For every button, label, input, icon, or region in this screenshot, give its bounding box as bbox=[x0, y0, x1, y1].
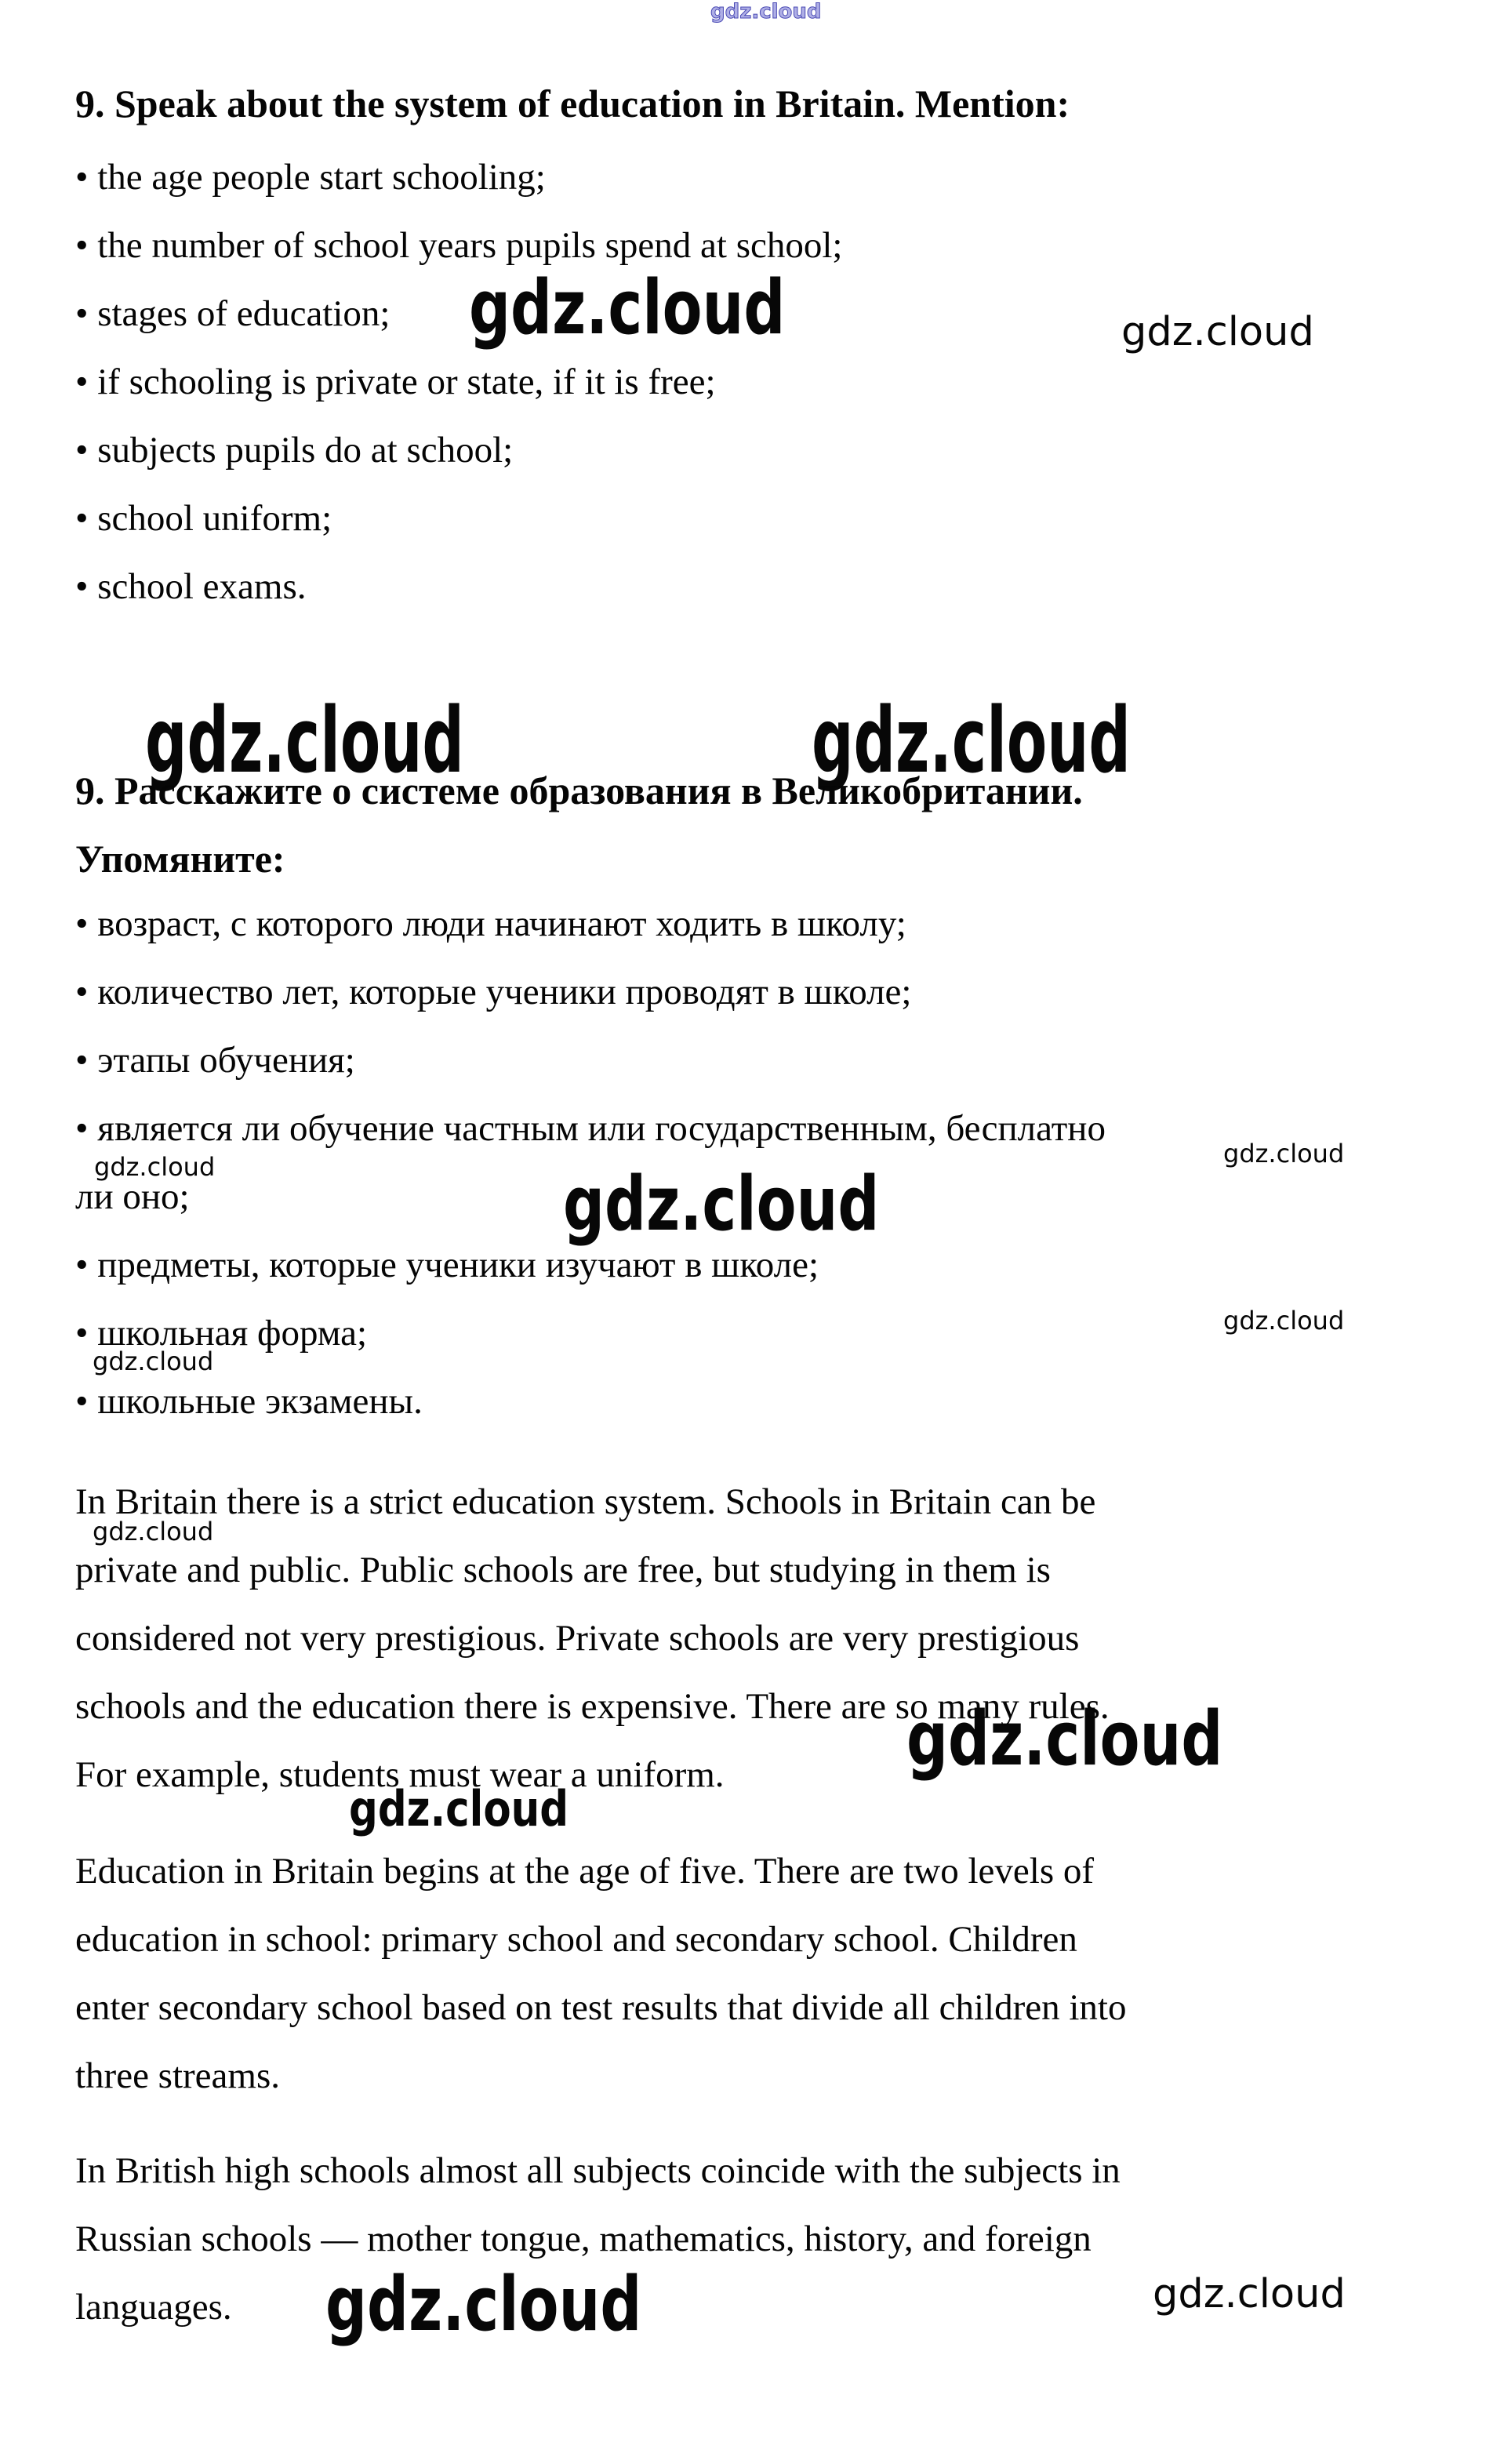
gdz-cloud-watermark-small: gdz.cloud bbox=[93, 1346, 214, 1376]
gdz-cloud-watermark-small: gdz.cloud bbox=[93, 1517, 214, 1546]
paragraph-line: For example, students must wear a uniform. bbox=[75, 1754, 725, 1795]
answer-paragraph-2 bbox=[75, 1837, 1126, 2110]
gdz-cloud-watermark-small: gdz.cloud bbox=[94, 1152, 216, 1182]
bullet-item: • school uniform; bbox=[75, 498, 332, 539]
gdz-cloud-watermark-large-center: gdz.cloud bbox=[563, 1161, 880, 1248]
bullet-item: • the number of school years pupils spend at school; bbox=[75, 225, 843, 266]
bullet-item: • school exams. bbox=[75, 566, 307, 607]
gdz-cloud-watermark-large-bottom: gdz.cloud bbox=[325, 2262, 642, 2348]
paragraph-line: languages. bbox=[75, 2287, 232, 2328]
gdz-cloud-watermark-medium-bold: gdz.cloud bbox=[349, 1780, 569, 1837]
bullet-item: • является ли обучение частным или государственным, бесплатно bbox=[75, 1108, 1106, 1149]
task-bullets-russian bbox=[75, 890, 1106, 1436]
paragraph-line: considered not very prestigious. Private schools are very prestigious bbox=[75, 1618, 1080, 1659]
gdz-cloud-watermark-medium-bottom: gdz.cloud bbox=[1153, 2271, 1346, 2317]
paragraph-line: three streams. bbox=[75, 2055, 281, 2096]
task-bullets-english bbox=[75, 144, 842, 621]
answer-paragraph-3 bbox=[75, 2137, 1121, 2348]
bullet-item: • subjects pupils do at school; bbox=[75, 430, 514, 471]
bullet-item: • возраст, с которого люди начинают ходить в школу; bbox=[75, 903, 906, 944]
bullet-item-continuation: ли оно; bbox=[75, 1176, 190, 1217]
paragraph-line: private and public. Public schools are free, but studying in them is bbox=[75, 1550, 1051, 1590]
gdz-cloud-watermark-tall-right: gdz.cloud bbox=[812, 689, 1131, 794]
task-heading-russian-text: 9. Расскажите о системе образования в Великобритании. bbox=[75, 769, 1083, 812]
bullet-item: • предметы, которые ученики изучают в школе; bbox=[75, 1245, 819, 1285]
task-heading-russian bbox=[75, 757, 1083, 893]
bullet-item: • количество лет, которые ученики проводят в школе; bbox=[75, 972, 912, 1012]
paragraph-line: Russian schools — mother tongue, mathematics, history, and foreign bbox=[75, 2219, 1092, 2259]
paragraph-line: In Britain there is a strict education system. Schools in Britain can be bbox=[75, 1481, 1096, 1522]
gdz-cloud-watermark-medium: gdz.cloud bbox=[1121, 309, 1314, 355]
task-heading-english bbox=[75, 70, 1070, 138]
bullet-item: • the age people start schooling; bbox=[75, 157, 546, 198]
bullet-item: • школьные экзамены. bbox=[75, 1381, 423, 1422]
paragraph-line: enter secondary school based on test results that divide all children into bbox=[75, 1987, 1127, 2028]
bullet-item: • школьная форма; bbox=[75, 1313, 368, 1354]
bullet-item: • if schooling is private or state, if it is free; bbox=[75, 362, 716, 402]
gdz-cloud-watermark-large: gdz.cloud bbox=[469, 265, 786, 351]
paragraph-line: Education in Britain begins at the age of five. There are two levels of bbox=[75, 1851, 1095, 1892]
gdz-cloud-watermark-tall-left: gdz.cloud bbox=[145, 689, 464, 794]
bullet-item: • этапы обучения; bbox=[75, 1040, 355, 1081]
task-heading-english-text: 9. Speak about the system of education in Britain. Mention: bbox=[75, 82, 1070, 125]
answer-paragraph-1 bbox=[75, 1468, 1110, 1809]
gdz-cloud-watermark-small: gdz.cloud bbox=[1223, 1139, 1345, 1168]
paragraph-line: education in school: primary school and secondary school. Children bbox=[75, 1919, 1077, 1960]
gdz-cloud-watermark-small: gdz.cloud bbox=[1223, 1306, 1345, 1336]
gdz-cloud-watermark-large-right: gdz.cloud bbox=[906, 1696, 1223, 1783]
bullet-item: • stages of education; bbox=[75, 293, 391, 334]
gdz-cloud-watermark-top: gdz.cloud bbox=[710, 0, 822, 24]
task-subheading-russian-text: Упомяните: bbox=[75, 837, 285, 881]
paragraph-line: schools and the education there is expensive. There are so many rules. bbox=[75, 1686, 1110, 1727]
paragraph-line: In British high schools almost all subjects coincide with the subjects in bbox=[75, 2150, 1121, 2191]
